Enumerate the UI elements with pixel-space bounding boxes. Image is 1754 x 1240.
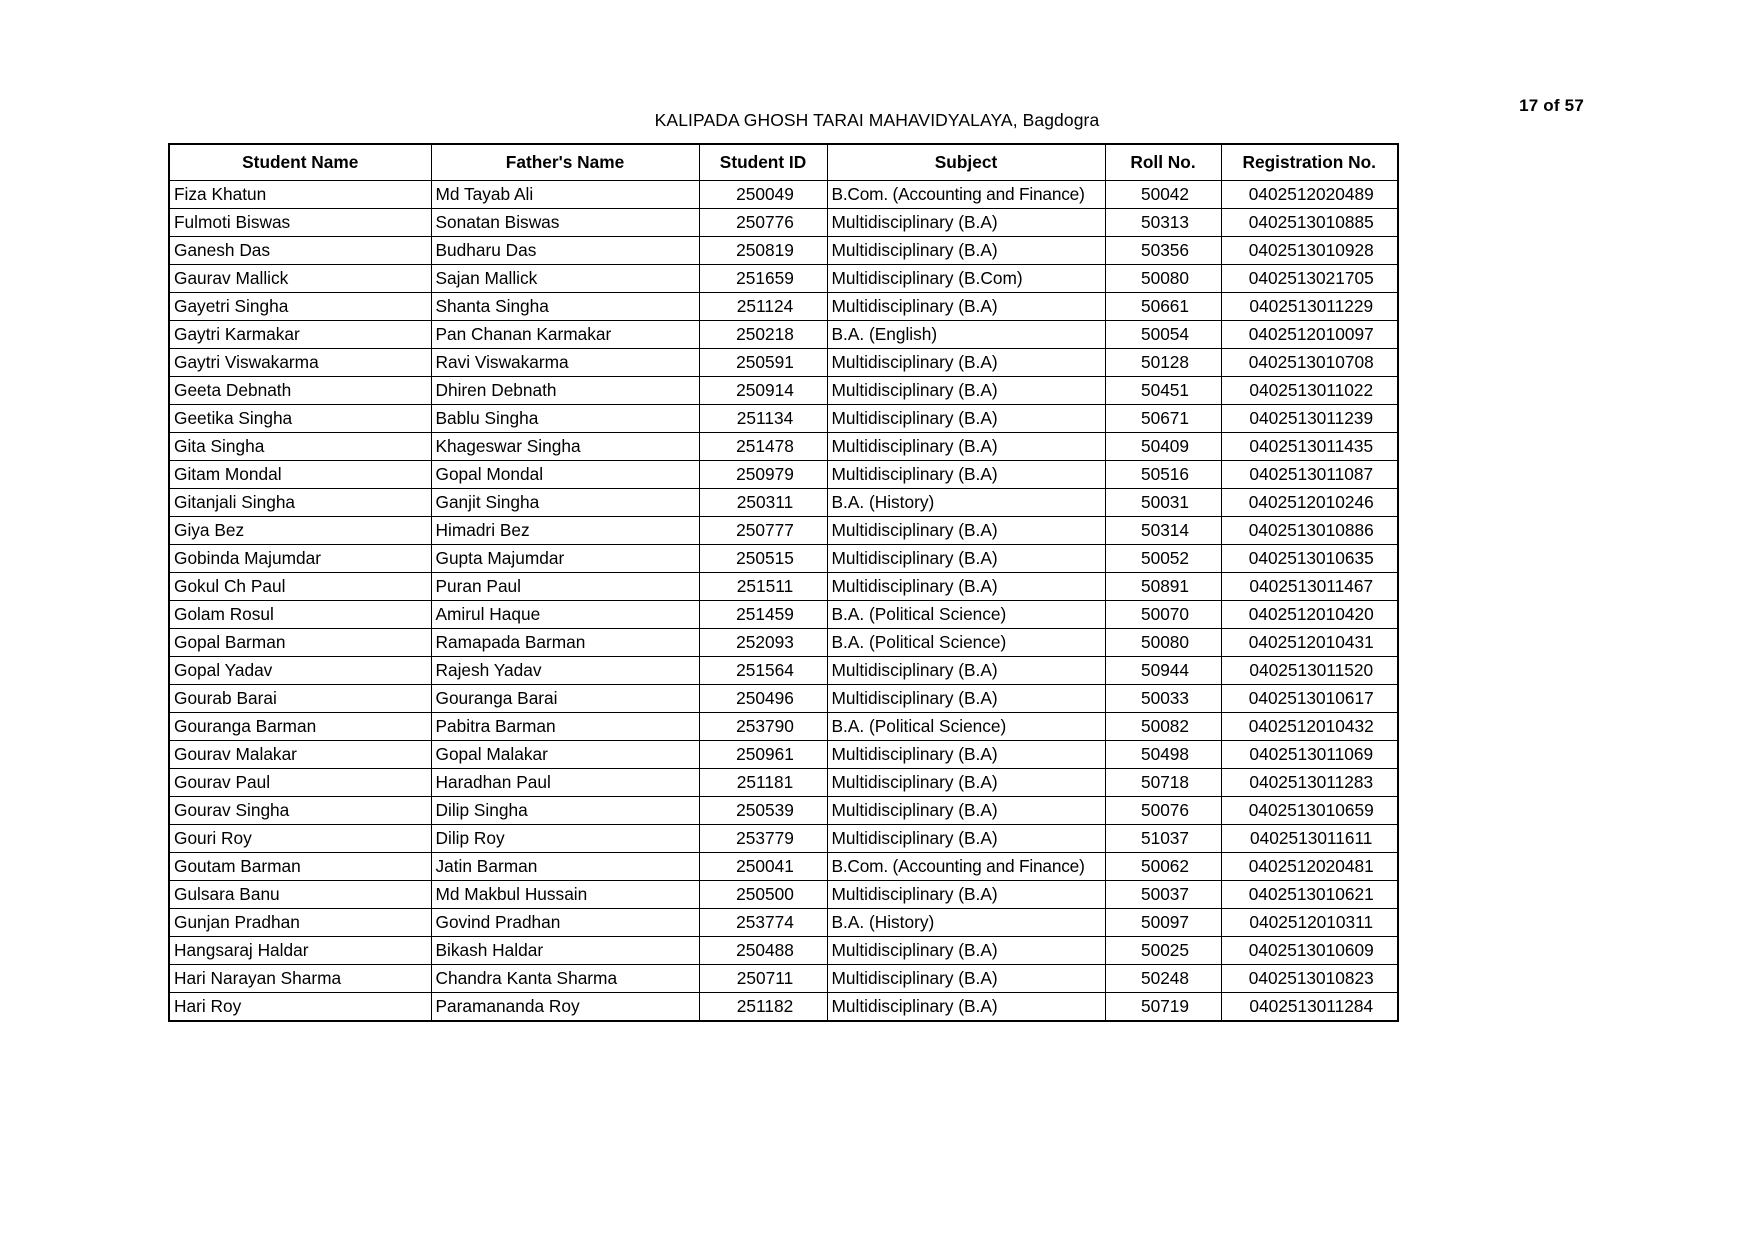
table-row [169, 293, 1398, 321]
cell-registration-no: 0402512010097 [1221, 321, 1398, 349]
table-row [169, 853, 1398, 881]
cell-student-id: 252093 [699, 629, 827, 657]
cell-roll-no: 50409 [1105, 433, 1221, 461]
cell-fathers-name: Paramananda Roy [431, 993, 699, 1022]
cell-roll-no: 50661 [1105, 293, 1221, 321]
cell-student-name: Gitam Mondal [169, 461, 431, 489]
cell-subject: B.Com. (Accounting and Finance) [827, 181, 1105, 209]
cell-subject: B.A. (History) [827, 489, 1105, 517]
cell-student-id: 250500 [699, 881, 827, 909]
table-row [169, 657, 1398, 685]
cell-student-name: Gobinda Majumdar [169, 545, 431, 573]
table-row [169, 489, 1398, 517]
table-row [169, 377, 1398, 405]
cell-registration-no: 0402512010432 [1221, 713, 1398, 741]
cell-roll-no: 50080 [1105, 629, 1221, 657]
cell-registration-no: 0402512010246 [1221, 489, 1398, 517]
cell-student-id: 251564 [699, 657, 827, 685]
column-header-fathers-name: Father's Name [431, 144, 699, 181]
cell-student-name: Golam Rosul [169, 601, 431, 629]
column-header-student-id: Student ID [699, 144, 827, 181]
table-row [169, 209, 1398, 237]
table-row [169, 993, 1398, 1022]
cell-fathers-name: Dilip Singha [431, 797, 699, 825]
cell-student-id: 251124 [699, 293, 827, 321]
cell-subject: Multidisciplinary (B.Com) [827, 265, 1105, 293]
cell-roll-no: 50052 [1105, 545, 1221, 573]
cell-subject: B.A. (History) [827, 909, 1105, 937]
cell-subject: Multidisciplinary (B.A) [827, 349, 1105, 377]
cell-student-id: 251182 [699, 993, 827, 1022]
cell-fathers-name: Himadri Bez [431, 517, 699, 545]
cell-student-name: Gita Singha [169, 433, 431, 461]
cell-fathers-name: Md Tayab Ali [431, 181, 699, 209]
cell-registration-no: 0402513011467 [1221, 573, 1398, 601]
table-row [169, 797, 1398, 825]
student-roster-table [168, 143, 1399, 1022]
cell-registration-no: 0402513011520 [1221, 657, 1398, 685]
cell-subject: Multidisciplinary (B.A) [827, 573, 1105, 601]
column-header-student-name: Student Name [169, 144, 431, 181]
cell-fathers-name: Amirul Haque [431, 601, 699, 629]
cell-fathers-name: Dhiren Debnath [431, 377, 699, 405]
table-row [169, 685, 1398, 713]
cell-roll-no: 50498 [1105, 741, 1221, 769]
student-roster-table-container [168, 143, 1397, 1022]
cell-student-name: Gaytri Viswakarma [169, 349, 431, 377]
cell-roll-no: 50313 [1105, 209, 1221, 237]
cell-fathers-name: Gopal Mondal [431, 461, 699, 489]
table-body [169, 181, 1398, 1022]
cell-subject: B.A. (Political Science) [827, 629, 1105, 657]
cell-registration-no: 0402513011069 [1221, 741, 1398, 769]
cell-registration-no: 0402513011283 [1221, 769, 1398, 797]
cell-student-id: 251659 [699, 265, 827, 293]
table-row [169, 909, 1398, 937]
cell-student-name: Gourav Singha [169, 797, 431, 825]
cell-fathers-name: Ravi Viswakarma [431, 349, 699, 377]
table-row [169, 713, 1398, 741]
cell-registration-no: 0402513010621 [1221, 881, 1398, 909]
table-row [169, 937, 1398, 965]
cell-student-name: Goutam Barman [169, 853, 431, 881]
table-row [169, 321, 1398, 349]
cell-subject: Multidisciplinary (B.A) [827, 657, 1105, 685]
cell-fathers-name: Gopal Malakar [431, 741, 699, 769]
cell-student-name: Gourav Malakar [169, 741, 431, 769]
cell-student-id: 250591 [699, 349, 827, 377]
cell-subject: B.A. (English) [827, 321, 1105, 349]
cell-registration-no: 0402513011435 [1221, 433, 1398, 461]
cell-fathers-name: Chandra Kanta Sharma [431, 965, 699, 993]
cell-roll-no: 51037 [1105, 825, 1221, 853]
cell-subject: Multidisciplinary (B.A) [827, 797, 1105, 825]
cell-fathers-name: Ramapada Barman [431, 629, 699, 657]
cell-student-id: 250776 [699, 209, 827, 237]
cell-fathers-name: Gupta Majumdar [431, 545, 699, 573]
cell-roll-no: 50033 [1105, 685, 1221, 713]
cell-registration-no: 0402512020489 [1221, 181, 1398, 209]
cell-subject: Multidisciplinary (B.A) [827, 881, 1105, 909]
cell-roll-no: 50080 [1105, 265, 1221, 293]
cell-subject: Multidisciplinary (B.A) [827, 769, 1105, 797]
cell-registration-no: 0402513011239 [1221, 405, 1398, 433]
cell-registration-no: 0402512010431 [1221, 629, 1398, 657]
cell-subject: Multidisciplinary (B.A) [827, 237, 1105, 265]
cell-student-name: Gourav Paul [169, 769, 431, 797]
cell-student-id: 251478 [699, 433, 827, 461]
cell-subject: Multidisciplinary (B.A) [827, 993, 1105, 1022]
cell-fathers-name: Shanta Singha [431, 293, 699, 321]
cell-roll-no: 50671 [1105, 405, 1221, 433]
cell-registration-no: 0402513011022 [1221, 377, 1398, 405]
cell-student-name: Gouranga Barman [169, 713, 431, 741]
cell-subject: Multidisciplinary (B.A) [827, 685, 1105, 713]
table-row [169, 825, 1398, 853]
cell-fathers-name: Sonatan Biswas [431, 209, 699, 237]
table-row [169, 769, 1398, 797]
cell-student-name: Geeta Debnath [169, 377, 431, 405]
cell-student-id: 251511 [699, 573, 827, 601]
cell-roll-no: 50356 [1105, 237, 1221, 265]
cell-fathers-name: Pan Chanan Karmakar [431, 321, 699, 349]
table-row [169, 433, 1398, 461]
cell-student-name: Gaytri Karmakar [169, 321, 431, 349]
table-row [169, 237, 1398, 265]
cell-roll-no: 50062 [1105, 853, 1221, 881]
cell-subject: Multidisciplinary (B.A) [827, 209, 1105, 237]
cell-subject: Multidisciplinary (B.A) [827, 293, 1105, 321]
cell-student-name: Giya Bez [169, 517, 431, 545]
page-title: KALIPADA GHOSH TARAI MAHAVIDYALAYA, Bagdogra [654, 110, 1100, 130]
cell-registration-no: 0402513010617 [1221, 685, 1398, 713]
cell-roll-no: 50718 [1105, 769, 1221, 797]
cell-fathers-name: Rajesh Yadav [431, 657, 699, 685]
cell-student-name: Geetika Singha [169, 405, 431, 433]
cell-student-name: Gunjan Pradhan [169, 909, 431, 937]
cell-student-id: 250979 [699, 461, 827, 489]
cell-roll-no: 50944 [1105, 657, 1221, 685]
cell-subject: B.A. (Political Science) [827, 713, 1105, 741]
cell-student-id: 250049 [699, 181, 827, 209]
column-header-registration-no: Registration No. [1221, 144, 1398, 181]
cell-subject: Multidisciplinary (B.A) [827, 377, 1105, 405]
cell-registration-no: 0402513010886 [1221, 517, 1398, 545]
cell-fathers-name: Gouranga Barai [431, 685, 699, 713]
table-row [169, 629, 1398, 657]
cell-roll-no: 50128 [1105, 349, 1221, 377]
table-row [169, 881, 1398, 909]
cell-student-name: Ganesh Das [169, 237, 431, 265]
cell-student-name: Hari Roy [169, 993, 431, 1022]
cell-fathers-name: Sajan Mallick [431, 265, 699, 293]
cell-student-id: 250496 [699, 685, 827, 713]
table-row [169, 517, 1398, 545]
cell-registration-no: 0402513011087 [1221, 461, 1398, 489]
cell-subject: Multidisciplinary (B.A) [827, 461, 1105, 489]
cell-student-name: Hangsaraj Haldar [169, 937, 431, 965]
cell-student-id: 250961 [699, 741, 827, 769]
cell-fathers-name: Budharu Das [431, 237, 699, 265]
table-row [169, 181, 1398, 209]
cell-roll-no: 50891 [1105, 573, 1221, 601]
cell-registration-no: 0402512010311 [1221, 909, 1398, 937]
cell-roll-no: 50031 [1105, 489, 1221, 517]
cell-student-name: Hari Narayan Sharma [169, 965, 431, 993]
cell-fathers-name: Bablu Singha [431, 405, 699, 433]
cell-student-name: Gourab Barai [169, 685, 431, 713]
table-row [169, 965, 1398, 993]
cell-roll-no: 50082 [1105, 713, 1221, 741]
cell-student-name: Fulmoti Biswas [169, 209, 431, 237]
cell-subject: Multidisciplinary (B.A) [827, 965, 1105, 993]
cell-roll-no: 50248 [1105, 965, 1221, 993]
cell-fathers-name: Jatin Barman [431, 853, 699, 881]
cell-student-id: 251459 [699, 601, 827, 629]
cell-registration-no: 0402513011611 [1221, 825, 1398, 853]
cell-fathers-name: Puran Paul [431, 573, 699, 601]
cell-fathers-name: Md Makbul Hussain [431, 881, 699, 909]
cell-subject: Multidisciplinary (B.A) [827, 517, 1105, 545]
cell-subject: Multidisciplinary (B.A) [827, 405, 1105, 433]
cell-roll-no: 50076 [1105, 797, 1221, 825]
cell-student-id: 250777 [699, 517, 827, 545]
table-row [169, 573, 1398, 601]
cell-fathers-name: Khageswar Singha [431, 433, 699, 461]
cell-student-name: Gouri Roy [169, 825, 431, 853]
cell-student-id: 253790 [699, 713, 827, 741]
cell-student-id: 250914 [699, 377, 827, 405]
cell-student-id: 250819 [699, 237, 827, 265]
cell-roll-no: 50070 [1105, 601, 1221, 629]
cell-student-id: 253779 [699, 825, 827, 853]
table-header-row [169, 144, 1398, 181]
cell-registration-no: 0402512020481 [1221, 853, 1398, 881]
cell-student-name: Gaurav Mallick [169, 265, 431, 293]
cell-registration-no: 0402513021705 [1221, 265, 1398, 293]
cell-roll-no: 50037 [1105, 881, 1221, 909]
cell-registration-no: 0402513010928 [1221, 237, 1398, 265]
column-header-roll-no: Roll No. [1105, 144, 1221, 181]
cell-registration-no: 0402513010635 [1221, 545, 1398, 573]
cell-subject: Multidisciplinary (B.A) [827, 825, 1105, 853]
cell-fathers-name: Dilip Roy [431, 825, 699, 853]
cell-student-id: 253774 [699, 909, 827, 937]
cell-student-id: 250539 [699, 797, 827, 825]
cell-fathers-name: Bikash Haldar [431, 937, 699, 965]
cell-student-id: 250218 [699, 321, 827, 349]
cell-registration-no: 0402513011229 [1221, 293, 1398, 321]
table-row [169, 741, 1398, 769]
cell-student-name: Gokul Ch Paul [169, 573, 431, 601]
cell-registration-no: 0402513010609 [1221, 937, 1398, 965]
cell-roll-no: 50054 [1105, 321, 1221, 349]
cell-registration-no: 0402513011284 [1221, 993, 1398, 1022]
cell-roll-no: 50719 [1105, 993, 1221, 1022]
cell-student-name: Gulsara Banu [169, 881, 431, 909]
table-row [169, 545, 1398, 573]
cell-roll-no: 50516 [1105, 461, 1221, 489]
cell-student-name: Gitanjali Singha [169, 489, 431, 517]
cell-subject: B.A. (Political Science) [827, 601, 1105, 629]
cell-student-id: 251134 [699, 405, 827, 433]
cell-roll-no: 50025 [1105, 937, 1221, 965]
cell-fathers-name: Ganjit Singha [431, 489, 699, 517]
cell-student-name: Fiza Khatun [169, 181, 431, 209]
cell-student-id: 250515 [699, 545, 827, 573]
cell-student-id: 251181 [699, 769, 827, 797]
cell-student-name: Gopal Barman [169, 629, 431, 657]
cell-roll-no: 50097 [1105, 909, 1221, 937]
page-number: 17 of 57 [1519, 96, 1584, 115]
cell-roll-no: 50042 [1105, 181, 1221, 209]
cell-subject: Multidisciplinary (B.A) [827, 433, 1105, 461]
cell-student-id: 250711 [699, 965, 827, 993]
cell-subject: Multidisciplinary (B.A) [827, 937, 1105, 965]
table-row [169, 349, 1398, 377]
cell-subject: Multidisciplinary (B.A) [827, 741, 1105, 769]
cell-fathers-name: Pabitra Barman [431, 713, 699, 741]
cell-student-id: 250488 [699, 937, 827, 965]
cell-registration-no: 0402513010885 [1221, 209, 1398, 237]
cell-subject: B.Com. (Accounting and Finance) [827, 853, 1105, 881]
cell-roll-no: 50451 [1105, 377, 1221, 405]
table-row [169, 601, 1398, 629]
table-row [169, 265, 1398, 293]
cell-registration-no: 0402513010659 [1221, 797, 1398, 825]
column-header-subject: Subject [827, 144, 1105, 181]
cell-student-id: 250311 [699, 489, 827, 517]
cell-registration-no: 0402513010823 [1221, 965, 1398, 993]
cell-registration-no: 0402513010708 [1221, 349, 1398, 377]
table-row [169, 461, 1398, 489]
cell-roll-no: 50314 [1105, 517, 1221, 545]
cell-fathers-name: Haradhan Paul [431, 769, 699, 797]
cell-student-id: 250041 [699, 853, 827, 881]
cell-student-name: Gopal Yadav [169, 657, 431, 685]
table-row [169, 405, 1398, 433]
cell-subject: Multidisciplinary (B.A) [827, 545, 1105, 573]
cell-registration-no: 0402512010420 [1221, 601, 1398, 629]
cell-fathers-name: Govind Pradhan [431, 909, 699, 937]
cell-student-name: Gayetri Singha [169, 293, 431, 321]
